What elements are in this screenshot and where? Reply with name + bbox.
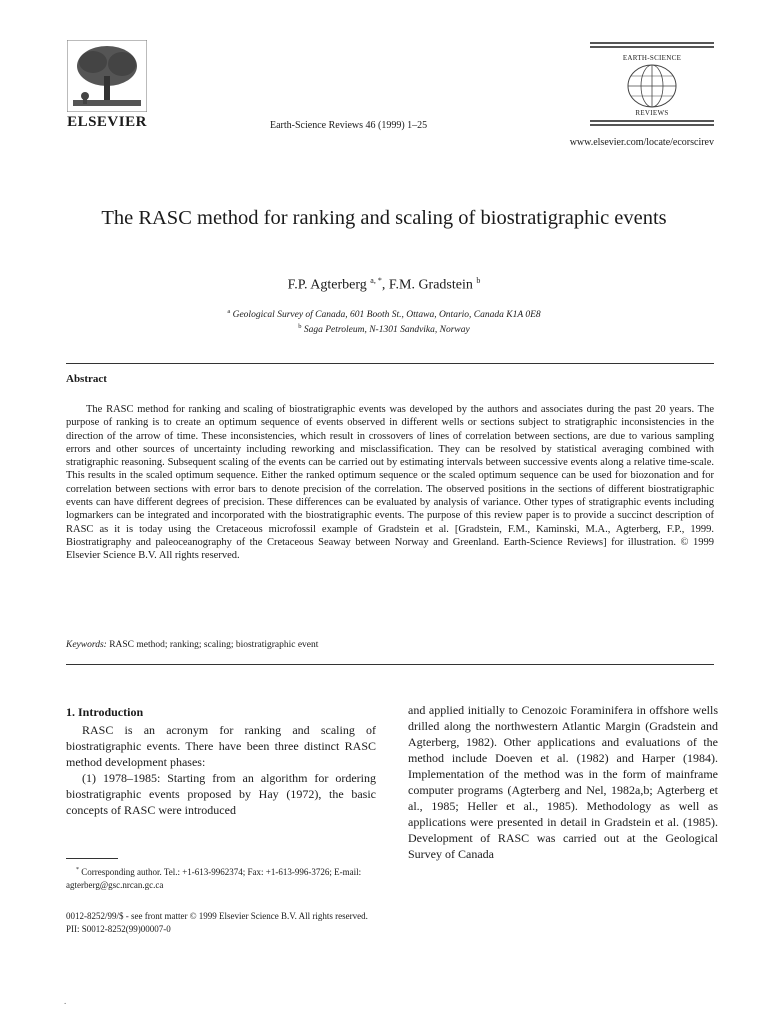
journal-logo-top-text: EARTH-SCIENCE [622, 54, 682, 62]
footnote-rule [66, 858, 118, 859]
footnote [66, 864, 376, 892]
affiliation-list [60, 306, 708, 336]
footer-mark: . [64, 996, 67, 1006]
affiliation [60, 321, 708, 336]
publisher-name: ELSEVIER [67, 114, 147, 130]
article-title: The RASC method for ranking and scaling of biostratigraphic events [101, 207, 667, 229]
journal-reference: Earth-Science Reviews 46 (1999) 1–25 [270, 120, 428, 131]
publisher-logo [64, 40, 150, 131]
affiliation-mark: b [298, 323, 302, 331]
paragraph: and applied initially to Cenozoic Foraminifera in offshore wells drilled along the northwestern Atlantic Margin (Gradstein and Agterberg, 1982). Other applications and evaluations of the method include Doeven et al. (1982) and Harper (1984). Implementation of the method was in the form of mainframe computer programs (Agterberg and Nel, 1982a,b; Agterberg et al., 1985; Heller et al., 1985). Methodology as well as applications were presented in detail in Gradstein et al. (1985). Development of RASC was carried out at the Geological Survey of Canada [408, 703, 718, 861]
right-column [408, 702, 718, 862]
globe-icon [627, 64, 677, 108]
author-list [60, 276, 708, 294]
abstract-text: The RASC method for ranking and scaling of biostratigraphic events was developed by the authors and associates during the past 20 years. The purpose of ranking is to create an optimum sequence of events observed in different wells or sections subject to stratigraphic inconsistencies in the direction of the arrow of time. These inconsistencies, which result in crossovers of lines of correlation between sections, are due to various sampling errors and other sources of uncertainty including reworking and misclassification. They can be resolved by statistical averaging combined with stratigraphic reasoning. Subsequent scaling of the events can be carried out by estimating intervals between successive events along a relative time-scale. This results in the scaled optimum sequence. Either the ranked optimum sequence or the scaled optimum sequence can be used for biozonation and for correlation between sections with error bars to denote precision of the correlation. The observed positions in the sections of different biostratigraphic events can have different degrees of precision. These differences can be evaluated by analysis of variance. Other types of stratigraphic events including logmarkers can be integrated and incorporated with the biostratigraphic events. The purpose of this review paper is to provide a succinct description of RASC as it is today using the Cretaceous microfossil example of Gradstein et al. [Gradstein, F.M., Kaminski, M.A., Agterberg, F.P., 1999. Biostratigraphy and paleoceanography of the Cretaceous Seaway between Norway and Greenland. Earth-Science Reviews] for illustration. © 1999 Elsevier Science B.V. All rights reserved. [66, 404, 714, 562]
abstract-bottom-rule [66, 664, 714, 665]
footnote-text: Corresponding author. Tel.: +1-613-9962374; Fax: +1-613-996-3726; E-mail: agterberg@gsc.nrcan.gc.ca [66, 867, 362, 890]
affiliation-text: Saga Petroleum, N-1301 Sandvika, Norway [303, 325, 470, 336]
pii-line: PII: S0012-8252(99)00007-0 [66, 924, 171, 934]
author-separator: , [381, 277, 389, 293]
tree-logo-icon [67, 40, 147, 112]
footnote-mark: * [76, 867, 79, 873]
keywords [66, 640, 318, 650]
affiliation [60, 306, 708, 321]
left-column [66, 704, 376, 818]
keywords-label: Keywords: [66, 640, 107, 650]
abstract-heading: Abstract [66, 373, 107, 385]
affiliation-text: Geological Survey of Canada, 601 Booth St., Ottawa, Ontario, Canada K1A 0E8 [232, 310, 541, 321]
journal-logo-bottom-text: REVIEWS [635, 109, 669, 117]
journal-url[interactable]: www.elsevier.com/locate/ecorscirev [569, 137, 714, 148]
section-heading: 1. Introduction [66, 705, 144, 719]
author-marks[interactable]: b [476, 276, 481, 285]
keywords-text: RASC method; ranking; scaling; biostratigraphic event [109, 640, 319, 650]
author-marks[interactable]: a, * [370, 276, 382, 285]
paragraph: RASC is an acronym for ranking and scaling of biostratigraphic events. There have been three distinct RASC method development phases: [66, 723, 376, 769]
author-name: F.P. Agterberg [287, 277, 367, 293]
author-name: F.M. Gradstein [388, 277, 473, 293]
abstract-top-rule [66, 363, 714, 364]
paragraph: (1) 1978–1985: Starting from an algorithm for ordering biostratigraphic events proposed by Hay (1972), the basic concepts of RASC were introduced [66, 771, 376, 817]
copyright-line: 0012-8252/99/$ - see front matter © 1999 Elsevier Science B.V. All rights reserved. [66, 911, 368, 921]
affiliation-mark: a [227, 308, 231, 315]
copyright-block [66, 910, 368, 936]
journal-logo [590, 42, 714, 126]
